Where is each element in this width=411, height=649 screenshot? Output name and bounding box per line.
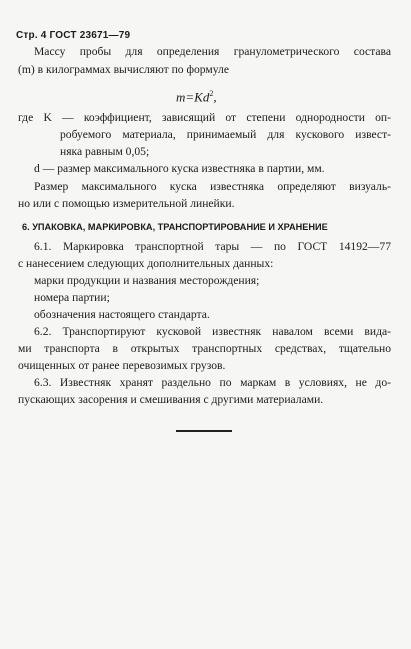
p61-line3: марки продукции и названия месторождения; — [34, 274, 260, 287]
p63-line1: 6.3. Известняк хранят раздельно по маркам в условиях, не до- — [34, 376, 391, 389]
where-line3: няка равным 0,05; — [60, 145, 150, 158]
p62-line3: очищенных от ранее перевозимых грузов. — [18, 359, 226, 372]
para2-line1: Размер максимального куска известняка определяют визуаль- — [34, 180, 391, 193]
p61-line1: 6.1. Маркировка транспортной тары — по ГОСТ 14192—77 — [34, 240, 391, 253]
formula-exponent: 2 — [209, 89, 214, 98]
end-rule — [176, 430, 232, 432]
p61-line4: номера партии; — [34, 291, 110, 304]
para2-line2: но или с помощью измерительной линейки. — [18, 197, 235, 210]
page-header: Стр. 4 ГОСТ 23671—79 — [16, 30, 131, 41]
p62-line1: 6.2. Транспортируют кусковой известняк навалом всеми вида- — [34, 325, 391, 338]
formula — [176, 89, 217, 105]
where-line2: робуемого материала, принимаемый для кускового извест- — [60, 128, 391, 141]
p61-line2: с нанесением следующих дополнительных данных: — [18, 257, 274, 270]
p61-line5: обозначения настоящего стандарта. — [34, 308, 210, 321]
formula-tail: , — [213, 89, 217, 105]
p63-line2: пускающих засорения и смешивания с другими материалами. — [18, 393, 324, 406]
where-line4: d — размер максимального куска известняка в партии, мм. — [34, 162, 325, 175]
para1-line2: (m) в килограммах вычисляют по формуле — [18, 63, 229, 76]
where-line1: где K — коэффициент, зависящий от степени однородности оп- — [18, 111, 391, 124]
p62-line2: ми транспорта в открытых транспортных средствах, тщательно — [18, 342, 391, 355]
section-title: 6. УПАКОВКА, МАРКИРОВКА, ТРАНСПОРТИРОВАНИЕ И ХРАНЕНИЕ — [22, 222, 328, 232]
para1-line1: Массу пробы для определения гранулометрического состава — [34, 45, 391, 58]
formula-body: m=Kd — [176, 89, 210, 105]
